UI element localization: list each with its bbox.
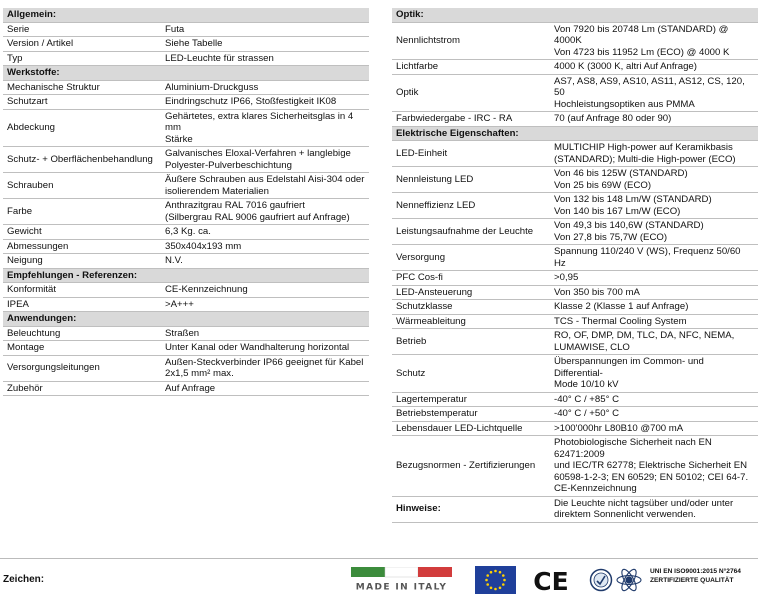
spec-label: Nenneffizienz LED [392,193,550,219]
certification-seal-icon [589,566,613,594]
spec-label: IPEA [3,297,161,312]
marks-label: Zeichen: [3,574,45,585]
spec-label: Betriebstemperatur [392,407,550,422]
spec-row [392,112,758,127]
spec-value [161,51,369,66]
spec-row [3,80,369,95]
spec-row [392,141,758,167]
spec-value [161,326,369,341]
spec-label: Schutzklasse [392,300,550,315]
spec-value-line: N.V. [165,255,183,266]
spec-label: Nennlichtstrom [392,22,550,60]
spec-value-line: AS7, AS8, AS9, AS10, AS11, AS12, CS, 120, 50 [554,75,745,98]
spec-row [3,283,369,298]
spec-value-line: Siehe Tabelle [165,38,223,49]
spec-value-line: Von 7920 bis 20748 Lm (STANDARD) @ 4000K [554,23,729,46]
spec-row [3,199,369,225]
section-header [3,312,369,327]
spec-row [3,355,369,381]
spec-value [550,285,758,300]
spec-row [392,60,758,75]
spec-value [161,37,369,52]
ce-mark-icon [531,566,571,594]
section-header [392,126,758,141]
spec-value-line: Äußere Schrauben aus Edelstahl Aisi-304 oder [165,174,365,185]
spec-value-line: (Silbergrau RAL 9006 gaufriert auf Anfrage) [165,211,350,223]
spec-value [550,22,758,60]
spec-label: Abdeckung [3,109,161,147]
spec-value [161,199,369,225]
section-header-label: Allgemein: [3,8,369,22]
spec-row [392,74,758,112]
spec-row [3,95,369,110]
spec-value [161,147,369,173]
section-header-label: Anwendungen: [3,312,369,327]
spec-value-line: Von 49,3 bis 140,6W (STANDARD) [554,220,704,231]
spec-value-line: Gehärtetes, extra klares Sicherheitsglas in 4 mm [165,110,354,133]
spec-value-line: TCS - Thermal Cooling System [554,315,687,327]
spec-value-line: Von 27,8 bis 75,7W (ECO) [554,231,668,243]
quality-certification-icon [615,565,643,595]
spec-row [392,167,758,193]
eu-star-icon [490,586,493,589]
spec-label: Montage [3,341,161,356]
spec-value-line: Futa [165,23,185,35]
eu-star-icon [502,574,505,577]
spec-label: Konformität [3,283,161,298]
spec-label: Gewicht [3,225,161,240]
spec-value-line: Klasse 2 (Klasse 1 auf Anfrage) [554,301,689,312]
spec-value-line: Unter Kanal oder Wandhalterung horizontal [165,342,350,353]
section-header-label: Elektrische Eigenschaften: [392,126,758,141]
spec-value [161,173,369,199]
spec-value-line: >100'000hr L80B10 @700 mA [554,422,684,434]
spec-label: Abmessungen [3,239,161,254]
eu-flag-icon [475,566,516,594]
spec-value [161,283,369,298]
spec-value [161,297,369,312]
section-header [3,66,369,81]
spec-label: LED-Ansteuerung [392,285,550,300]
spec-value [550,300,758,315]
spec-label: Mechanische Struktur [3,80,161,95]
spec-row [3,341,369,356]
spec-value [550,167,758,193]
spec-value [161,239,369,254]
eu-star-icon [494,570,497,573]
spec-label: Version / Artikel [3,37,161,52]
spec-label: Schutz- + Oberflächenbehandlung [3,147,161,173]
spec-value-line: Anthrazitgrau RAL 7016 gaufriert [165,200,305,211]
spec-row [3,326,369,341]
spec-label: Schutzart [3,95,161,110]
spec-row [392,421,758,436]
spec-label: Typ [3,51,161,66]
spec-value-line: -40° C / +85° C [554,393,619,405]
spec-row [3,37,369,52]
spec-value-line: LUMAWISE, CLO [554,341,630,353]
spec-value-line: Galvanisches Eloxal-Verfahren + langlebige [165,148,351,159]
spec-value-line: Photobiologische Sicherheit nach EN 62471:2009 [554,437,712,460]
spec-value [161,225,369,240]
spec-row [3,297,369,312]
spec-value [550,60,758,75]
section-header [392,8,758,22]
spec-label: Lebensdauer LED-Lichtquelle [392,421,550,436]
spec-value-line: Außen-Steckverbinder IP66 geeignet für Kabel [165,356,364,368]
spec-value-line: CE-Kennzeichnung [165,284,248,295]
spec-value-line: LED-Leuchte für strassen [165,52,274,64]
spec-label: Schutz [392,355,550,393]
spec-value [161,381,369,396]
spec-value [161,341,369,356]
spec-label: Versorgungsleitungen [3,355,161,381]
eu-star-icon [502,583,505,586]
spec-value-line: Aluminium-Druckguss [165,81,259,93]
spec-value-line: Überspannungen im Common- und Differential- [554,356,704,379]
spec-value-line: Von 4723 bis 11952 Lm (ECO) @ 4000 K [554,46,730,58]
spec-value-line: Eindringschutz IP66, Stoßfestigkeit IK08 [165,96,337,107]
spec-row [392,271,758,286]
spec-value-line: >0,95 [554,272,579,283]
spec-value-line: CE-Kennzeichnung [554,483,637,494]
eu-star-icon [499,571,502,574]
spec-label: Schrauben [3,173,161,199]
spec-value-line: Von 140 bis 167 Lm/W (ECO) [554,205,681,217]
spec-value [161,95,369,110]
certification-line-2: ZERTIFIZIERTE QUALITÄT [650,576,734,584]
spec-value-line: Von 46 bis 125W (STANDARD) [554,168,688,179]
spec-value-line: Von 132 bis 148 Lm/W (STANDARD) [554,194,712,205]
spec-label: Leistungsaufnahme der Leuchte [392,219,550,245]
spec-value [550,407,758,422]
spec-row [392,219,758,245]
spec-row [3,381,369,396]
spec-row [392,329,758,355]
spec-label: Beleuchtung [3,326,161,341]
section-header-label: Empfehlungen - Referenzen: [3,268,369,283]
spec-value [550,355,758,393]
spec-value [550,141,758,167]
spec-value [161,254,369,269]
spec-row [392,407,758,422]
eu-star-icon [486,574,489,577]
spec-value-line: Hochleistungsoptiken aus PMMA [554,98,695,110]
spec-label: Zubehör [3,381,161,396]
spec-value-line: -40° C / +50° C [554,408,619,419]
spec-value [161,355,369,381]
spec-row [392,496,758,522]
section-header-label: Optik: [392,8,758,22]
spec-value-line: Straßen [165,327,200,339]
spec-value [550,392,758,407]
spec-value-line: MULTICHIP High-power auf Keramikbasis [554,142,733,153]
spec-table-right [392,8,758,523]
spec-row [392,392,758,407]
certification-line-1: UNI EN ISO9001:2015 N°2764 [650,568,741,575]
section-header-label: Werkstoffe: [3,66,369,81]
spec-value [161,22,369,37]
spec-value [550,496,758,522]
spec-label: Hinweise: [392,496,550,522]
spec-row [3,173,369,199]
spec-value-line: Stärke [165,133,193,145]
spec-label: PFC Cos-fi [392,271,550,286]
spec-label: Serie [3,22,161,37]
footer-divider [0,558,758,559]
spec-label: Nennleistung LED [392,167,550,193]
spec-value-line: Auf Anfrage [165,382,216,394]
spec-row [3,254,369,269]
spec-label: Bezugsnormen - Zertifizierungen [392,436,550,497]
spec-value-line: und IEC/TR 62778; Elektrische Sicherheit EN [554,460,748,471]
spec-row [3,51,369,66]
spec-row [392,300,758,315]
section-header [3,8,369,22]
made-in-italy-text: MADE IN ITALY [355,582,448,592]
spec-value-line: direktem Sonnenlicht verwenden. [554,509,696,520]
spec-value [550,74,758,112]
spec-value-line: Polyester-Pulverbeschichtung [165,159,292,171]
spec-row [392,285,758,300]
spec-label: Wärmeableitung [392,314,550,329]
spec-row [392,193,758,219]
spec-label: Lichtfarbe [392,60,550,75]
spec-value [550,436,758,497]
spec-row [392,245,758,271]
spec-value [161,109,369,147]
spec-row [3,147,369,173]
spec-value [550,245,758,271]
spec-value [550,421,758,436]
spec-row [3,22,369,37]
eu-star-icon [503,579,506,582]
spec-value-line: Von 25 bis 69W (ECO) [554,179,652,191]
spec-row [392,314,758,329]
spec-row [3,239,369,254]
eu-star-icon [499,586,502,589]
spec-value-line: 70 (auf Anfrage 80 oder 90) [554,113,672,124]
spec-value-line: Von 350 bis 700 mA [554,286,640,298]
made-in-italy-logo [351,567,452,592]
spec-row [392,436,758,497]
section-header [3,268,369,283]
spec-value [550,219,758,245]
spec-value-line: Spannung 110/240 V (WS), Frequenz 50/60 Hz [554,246,741,269]
spec-row [392,22,758,60]
spec-value-line: isolierendem Materialien [165,185,269,197]
spec-value-line: 60598-1-2-3; EN 60529; EN 50102; CEI 64-7. [554,471,749,483]
spec-label: Versorgung [392,245,550,271]
spec-value [550,329,758,355]
spec-row [3,225,369,240]
spec-value-line: 2x1,5 mm² max. [165,368,234,379]
spec-value-line: Die Leuchte nicht tagsüber und/oder unter [554,497,734,509]
spec-value-line: 350x404x193 mm [165,240,242,252]
spec-label: Lagertemperatur [392,392,550,407]
spec-value [550,112,758,127]
spec-value-line: >A+++ [165,298,194,310]
eu-star-icon [485,579,488,582]
spec-label: Optik [392,74,550,112]
eu-star-icon [494,588,497,591]
spec-value [550,314,758,329]
spec-row [392,355,758,393]
spec-row [3,109,369,147]
spec-value [550,271,758,286]
spec-label: Neigung [3,254,161,269]
spec-value-line: 6,3 Kg. ca. [165,226,211,237]
spec-table-left [3,8,369,396]
spec-value [550,193,758,219]
eu-star-icon [486,583,489,586]
spec-value-line: Mode 10/10 kV [554,379,619,390]
spec-label: Farbwiedergabe - IRC - RA [392,112,550,127]
ce-mark-text: CE [533,567,569,594]
spec-value-line: 4000 K (3000 K, altri Auf Anfrage) [554,61,697,72]
spec-value-line: RO, OF, DMP, DM, TLC, DA, NFC, NEMA, [554,330,735,341]
spec-label: Betrieb [392,329,550,355]
spec-label: Farbe [3,199,161,225]
spec-label: LED-Einheit [392,141,550,167]
certification-text [650,568,758,585]
spec-value [161,80,369,95]
spec-value-line: (STANDARD); Multi-die High-power (ECO) [554,153,736,165]
eu-star-icon [490,571,493,574]
